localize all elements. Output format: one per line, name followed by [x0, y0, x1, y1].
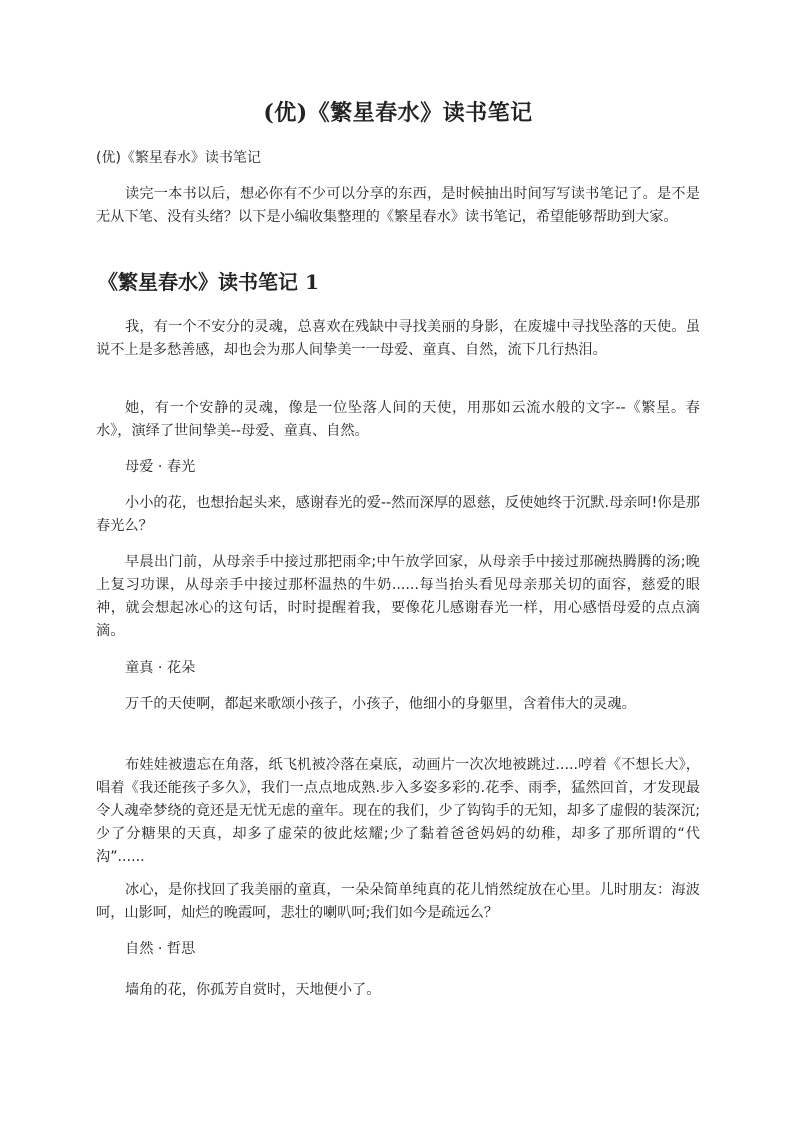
paragraph-8: 墙角的花，你孤芳自赏时，天地便小了。 [125, 982, 381, 998]
subheading-nature: 自然 · 哲思 [125, 941, 196, 957]
subheading-childhood: 童真 · 花朵 [125, 660, 196, 676]
paragraph-1: 我，有一个不安分的灵魂，总喜欢在残缺中寻找美丽的身影，在废墟中寻找坠落的天使。虽说不上是多愁善感，却也会为那人间挚美一一母爱、童真、自然，流下几行热泪。 [96, 319, 700, 358]
intro-paragraph: 读完一本书以后，想必你有不少可以分享的东西，是时候抽出时间写写读书笔记了。是不是无从下笔、没有头绪？以下是小编收集整理的《繁星春水》读书笔记，希望能够帮助到大家。 [96, 186, 700, 225]
paragraph-5: 万千的天使啊，都起来歌颂小孩子，小孩子，他细小的身躯里，含着伟大的灵魂。 [125, 696, 636, 712]
paragraph-7: 冰心，是你找回了我美丽的童真，一朵朵简单纯真的花儿悄然绽放在心里。儿时朋友：海波呵，山影呵，灿烂的晚霞呵，悲壮的喇叭呵;我们如今是疏远么？ [96, 882, 700, 921]
paragraph-2: 她，有一个安静的灵魂，像是一位坠落人间的天使，用那如云流水般的文字--《繁星。春水》，演绎了世间挚美--母爱、童真、自然。 [96, 400, 700, 439]
document-title: (优)《繁星春水》读书笔记 [263, 100, 533, 126]
paragraph-3: 小小的花，也想抬起头来，感谢春光的爱--然而深厚的恩慈，反使她终于沉默.母亲呵!你是那春光么？ [96, 495, 700, 534]
subheading-mother-love: 母爱 · 春光 [125, 459, 196, 475]
document-subtitle: (优)《繁星春水》读书笔记 [96, 150, 261, 166]
paragraph-6: 布娃娃被遗忘在角落，纸飞机被冷落在桌底，动画片一次次地被跳过.....哼着《不想长大》，唱着《我还能孩子多久》，我们一点点地成熟.步入多姿多彩的.花季、雨季，猛然回首，才发现最令人魂牵梦绕的竟还是无忧无虑的童年。现在的我们，少了钩钩手的无知，却多了虚假的装深沉;少了分糖果的天真，却多了虚荣的彼此炫耀;少了黏着爸爸妈妈的幼稚，却多了那所谓的“代沟”...... [96, 757, 700, 865]
paragraph-4: 早晨出门前，从母亲手中接过那把雨伞;中午放学回家，从母亲手中接过那碗热腾腾的汤;晚上复习功课，从母亲手中接过那杯温热的牛奶......每当抬头看见母亲那关切的面容，慈爱的眼神，就会想起冰心的这句话，时时提醒着我，要像花儿感谢春光一样，用心感悟母爱的点点滴滴。 [96, 554, 700, 639]
section-heading: 《繁星春水》读书笔记 1 [98, 270, 319, 294]
